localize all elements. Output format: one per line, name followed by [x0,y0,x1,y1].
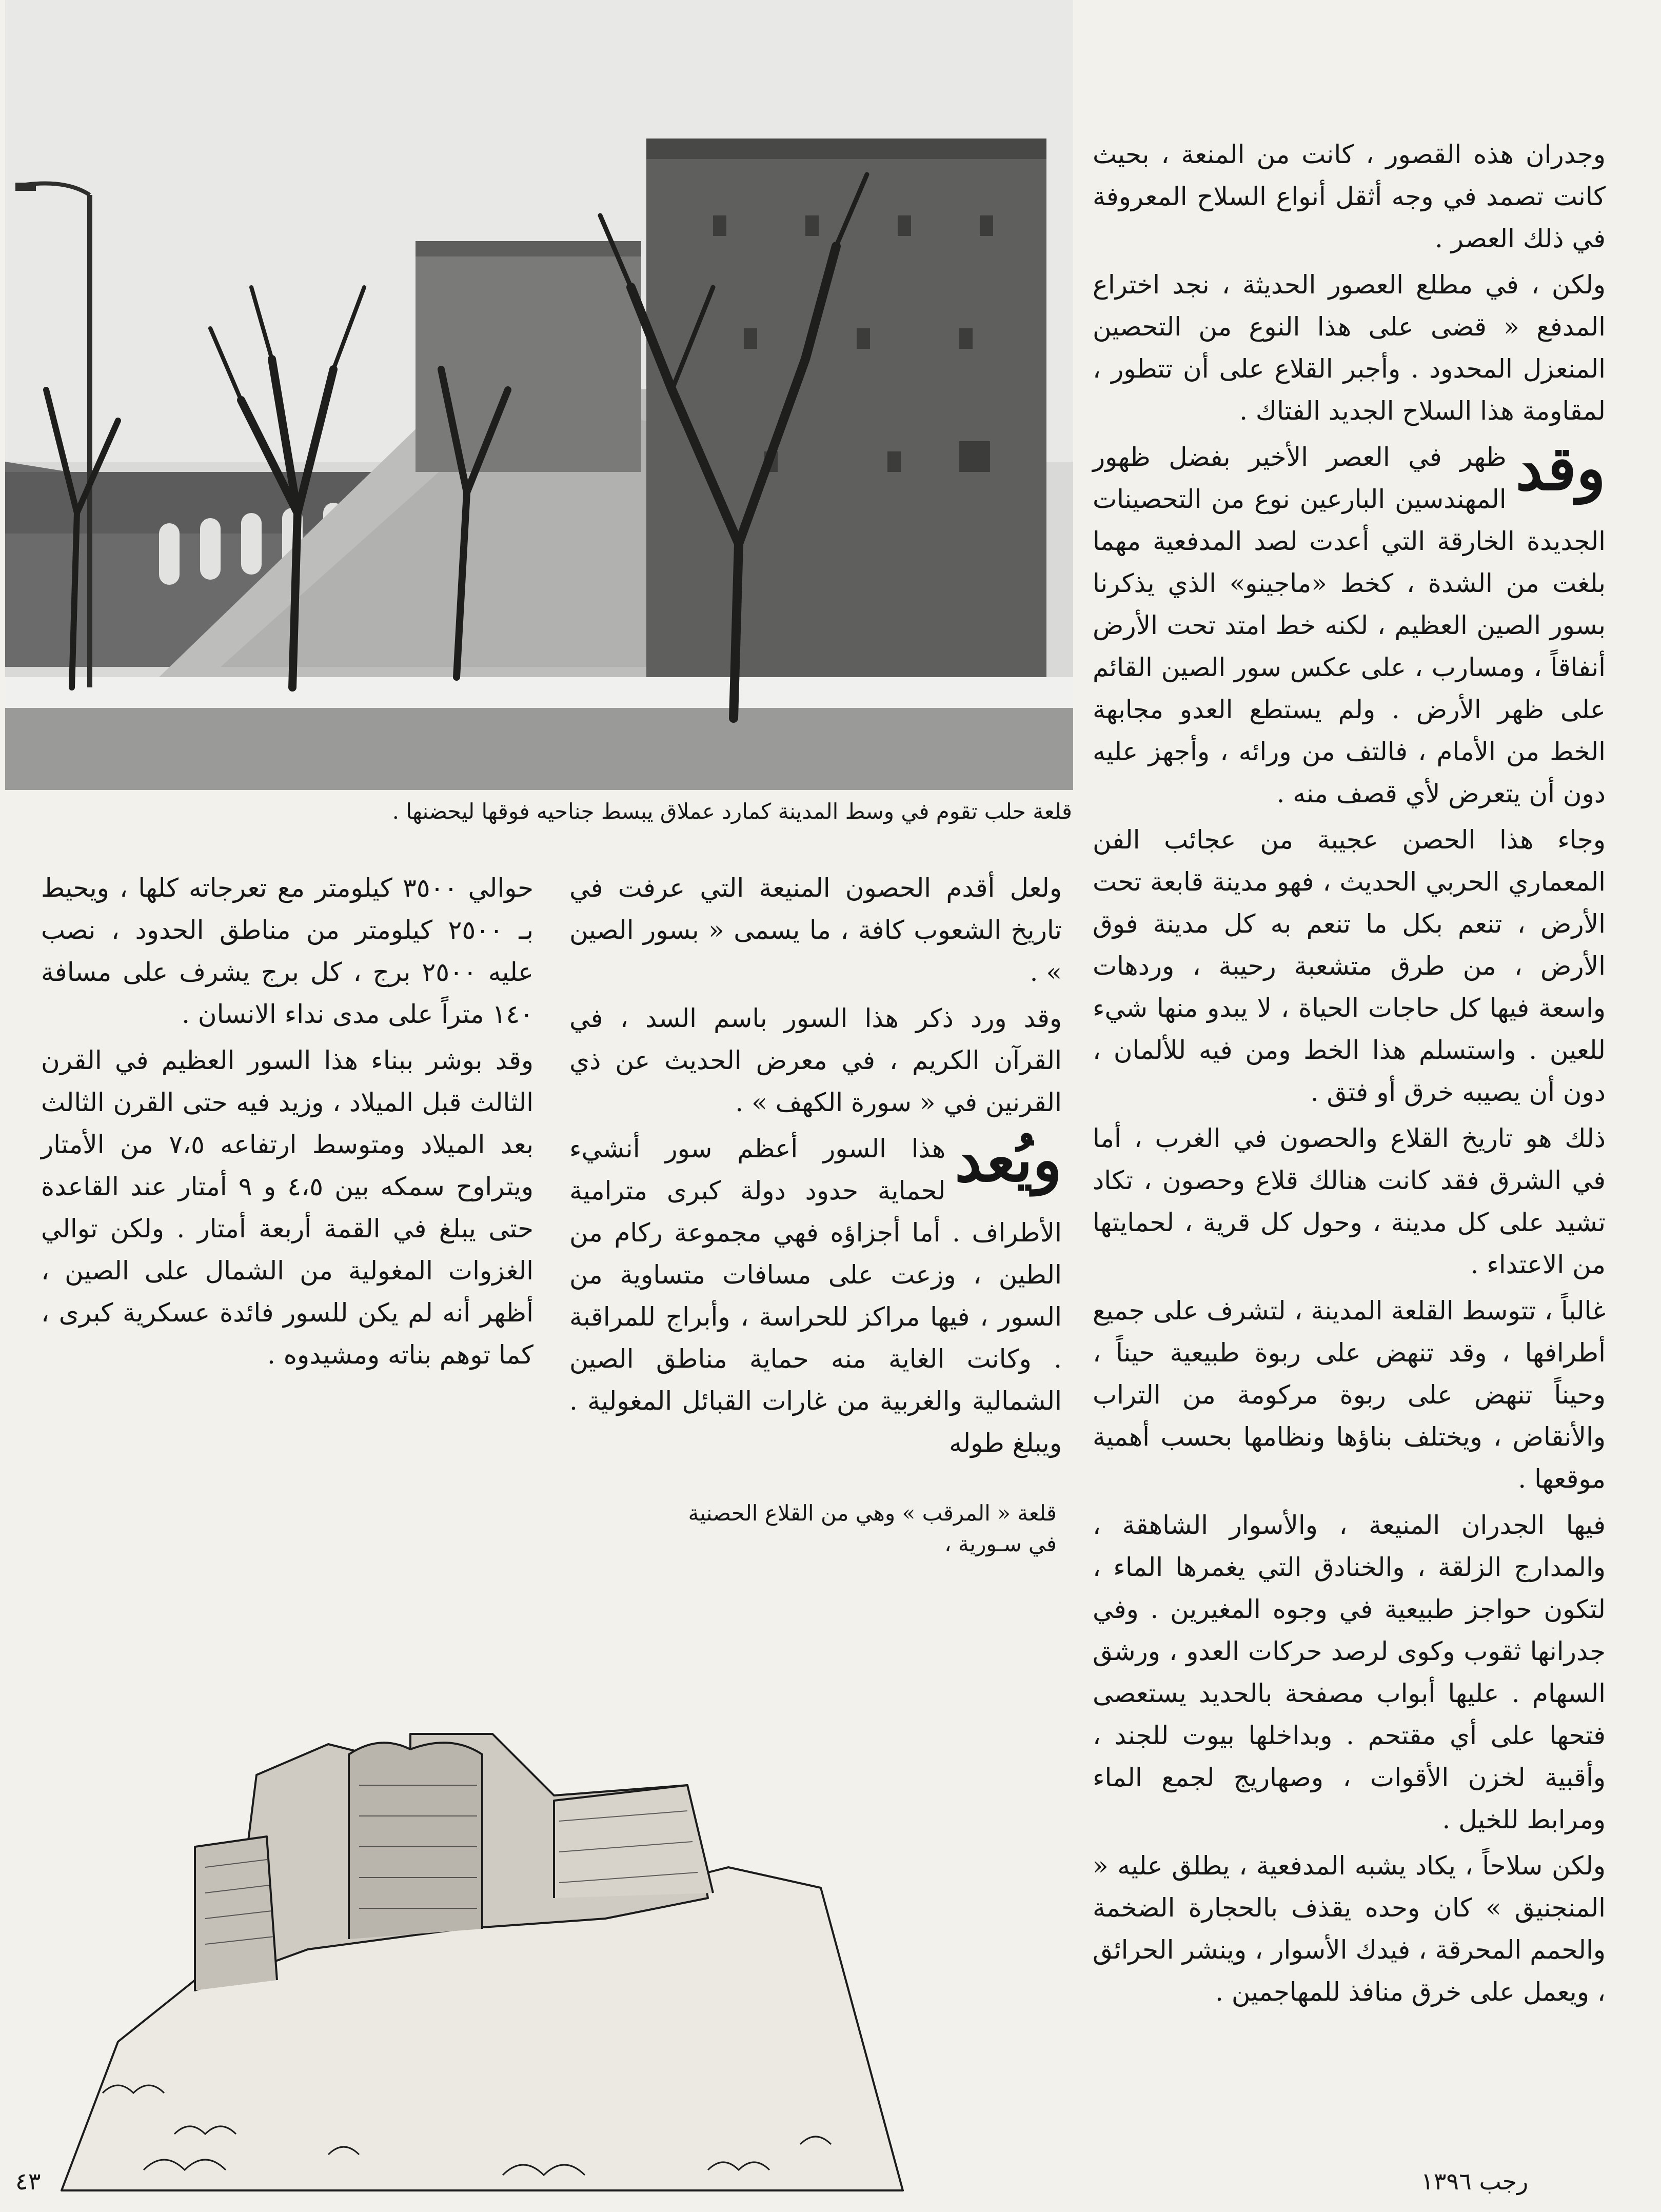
paragraph: ولكن ، في مطلع العصور الحديثة ، نجد اختراع المدفع « قضى على هذا النوع من التحصين المنعزل المحدود . وأجبر القلاع على أن تتطور ، لمقاومة هذا السلاح الجديد الفتاك . [1093,270,1606,426]
paragraph: ذلك هو تاريخ القلاع والحصون في الغرب ، أما في الشرق فقد كانت هنالك قلاع وحصون ، تكاد تشيد على كل مدينة ، وحول كل قرية ، لحمايتها من الاعتداء . [1093,1123,1606,1279]
drawing-caption [646,1498,1057,1559]
page-number: ٤٣ [15,2167,41,2195]
citadel-photo-drawing [5,0,1073,790]
paragraph: وجدران هذه القصور ، كانت من المنعة ، بحيث كانت تصمد في وجه أثقل أنواع السلاح المعروفة في ذلك العصر . [1093,140,1606,253]
drop-word: وقد [1515,432,1606,504]
right-column [1093,133,1606,2042]
paragraph: غالباً ، تتوسط القلعة المدينة ، لتشرف على جميع أطرافها ، وقد تنهض على ربوة طبيعية حيناً ، وحيناً تنهض على ربوة مركومة من التراب والأنقاض ، ويختلف بناؤها ونظامها بحسب أهمية موقعها . [1093,1296,1606,1494]
paragraph: وقد ورد ذكر هذا السور باسم السد ، في القرآن الكريم ، في معرض الحديث عن ذي القرنين في « سورة الكهف » . [569,1003,1062,1117]
left-column [41,867,533,1421]
issue-date: رجب ١٣٩٦ [1421,2167,1529,2195]
photo-caption: قلعة حلب تقوم في وسط المدينة كمارد عملاق يبسط جناحيه فوقها ليحضنها . [392,799,1072,824]
citadel-photo [5,0,1073,790]
drawing-caption-line: قلعة « المرقب » وهي من القلاع الحصنية [688,1500,1057,1526]
marqab-castle-sketch [41,1580,923,2196]
paragraph: حوالي ٣٥٠٠ كيلومتر مع تعرجاته كلها ، ويحيط بـ ٢٥٠٠ كيلومتر من مناطق الحدود ، نصب عليه ٢٥٠٠ برج ، كل برج يشرف على مسافة ١٤٠ متراً على مدى نداء الانسان . [41,873,534,1029]
drawing-caption-line: في سـورية ، [944,1531,1057,1556]
drop-word: ويُعد [955,1124,1062,1195]
paragraph: وجاء هذا الحصن عجيبة من عجائب الفن المعماري الحربي الحديث ، فهو مدينة قابعة تحت الأرض ، تنعم بكل ما تنعم به كل مدينة فوق الأرض ، من طرق متشعبة رحيبة ، وردهات واسعة فيها كل حاجات الحياة ، لا يبدو منها شيء للعين . واستسلم هذا الخط ومن فيه للألمان ، دون أن يصيبه خرق أو فتق . [1093,825,1606,1107]
middle-column [569,867,1062,1458]
marqab-castle-drawing [41,1580,923,2196]
paragraph: وقد ظهر في العصر الأخير بفضل ظهور المهندسين البارعين نوع من التحصينات الجديدة الخارقة التي أعدت لصد المدفعية مهما بلغت من الشدة ، كخط «ماجينو» الذي يذكرنا بسور الصين العظيم ، لكنه خط امتد تحت الأرض أنفاقاً ، ومسارب ، على عكس سور الصين القائم على ظهر الأرض . ولم يستطع العدو مجابهة الخط من الأمام ، فالتف من ورائه ، وأجهز عليه دون أن يتعرض لأي قصف منه . [1093,432,1606,808]
paragraph: ويُعد هذا السور أعظم سور أنشيء لحماية حدود دولة كبرى مترامية الأطراف . أما أجزاؤه فهي مجموعة ركام من الطين ، وزعت على مسافات متساوية من السور ، فيها مراكز للحراسة ، وأبراج للمراقبة . وكانت الغاية منه حماية مناطق الصين الشمالية والغربية من غارات القبائل المغولية . ويبلغ طوله [569,1124,1062,1458]
paragraph: فيها الجدران المنيعة ، والأسوار الشاهقة ، والمدارج الزلقة ، والخنادق التي يغمرها الماء ، لتكون حواجز طبيعية في وجوه المغيرين . وفي جدرانها ثقوب وكوى لرصد حركات العدو ، ورشق السهام . عليها أبواب مصفحة بالحديد يستعصى فتحها على أي مقتحم . وبداخلها بيوت للجند ، وأقبية لخزن الأقوات ، وصهاريج لجمع الماء ومرابط للخيل . [1093,1510,1606,1834]
paragraph: ولكن سلاحاً ، يكاد يشبه المدفعية ، يطلق عليه « المنجنيق » كان وحده يقذف بالحجارة الضخمة والحمم المحرقة ، فيدك الأسوار ، وينشر الحرائق ، ويعمل على خرق منافذ للمهاجمين . [1093,1851,1606,2007]
paragraph: ولعل أقدم الحصون المنيعة التي عرفت في تاريخ الشعوب كافة ، ما يسمى « بسور الصين » . [569,873,1062,987]
paragraph: وقد بوشر ببناء هذا السور العظيم في القرن الثالث قبل الميلاد ، وزيد فيه حتى القرن الثالث بعد الميلاد ومتوسط ارتفاعه ٧،٥ من الأمتار ويتراوح سمكه بين ٤،٥ و ٩ أمتار عند القاعدة حتى يبلغ في القمة أربعة أمتار . ولكن توالي الغزوات المغولية من الشمال على الصين ، أظهر أنه لم يكن للسور فائدة عسكرية كبرى ، كما توهم بناته ومشيدوه . [41,1045,534,1370]
